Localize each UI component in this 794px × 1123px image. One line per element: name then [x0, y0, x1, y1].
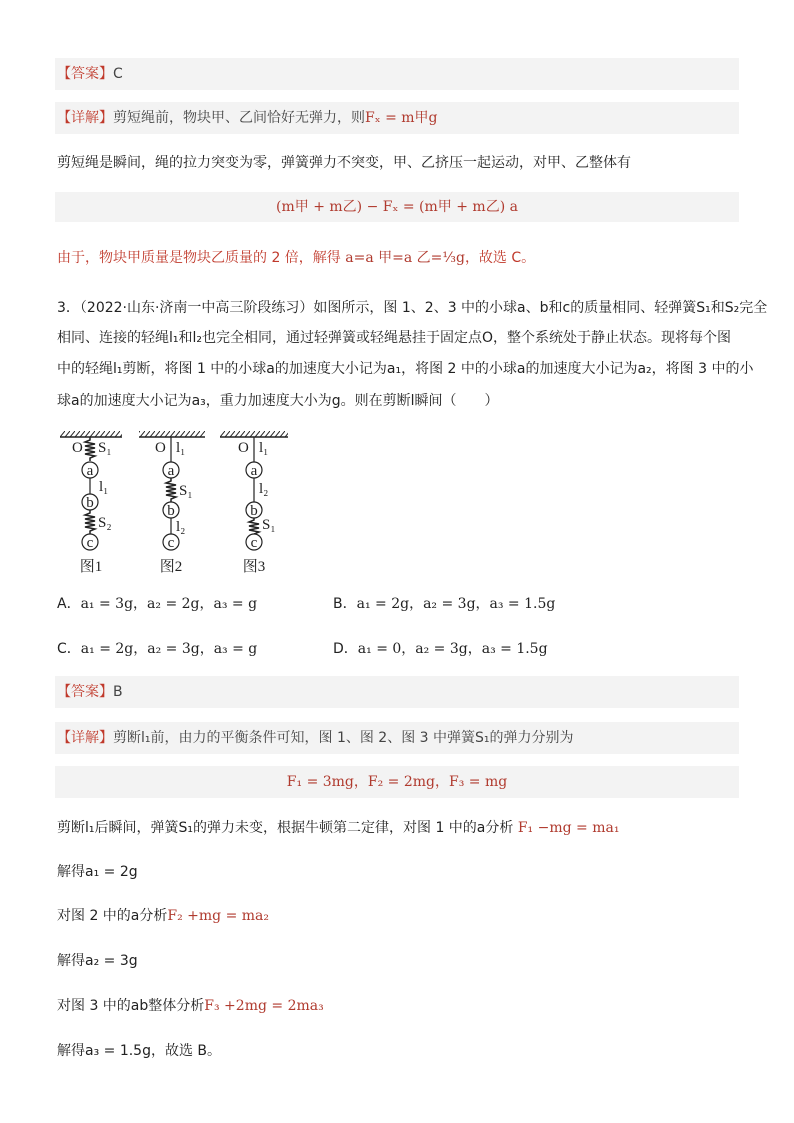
fig3-ball-a-label: a — [250, 463, 258, 479]
fig3-label-2: l₂ — [259, 481, 269, 497]
q2-detail-text: 剪短绳前，物块甲、乙间恰好无弹力，则 — [113, 110, 365, 126]
option-d[interactable] — [333, 639, 548, 659]
ceiling-2 — [139, 431, 205, 437]
q2-line2: 剪短绳是瞬间，绳的拉力突变为零，弹簧弹力不突变，甲、乙挤压一起运动，对甲、乙整体有 — [57, 155, 631, 171]
fig3-ball-b-label: b — [250, 503, 258, 519]
fig1-label-3: S₂ — [98, 515, 112, 531]
fig1-ball-a-label: a — [86, 463, 94, 479]
fig2-ball-c-label: c — [167, 535, 175, 551]
q3-detail-text: 剪断l₁前，由力的平衡条件可知，图 1、图 2、图 3 中弹簧S₁的弹力分别为 — [113, 730, 574, 746]
figure-1 — [60, 431, 122, 575]
fig2-label-1: l₁ — [176, 440, 186, 456]
q3-detail-tag: 【详解】 — [57, 730, 113, 746]
fig2-ball-b-label: b — [167, 503, 175, 519]
ceiling-3 — [220, 431, 288, 437]
option-b-text: a₁ = 2g，a₂ = 3g，a₃ = 1.5g — [356, 596, 556, 612]
option-d-letter: D． — [333, 641, 358, 657]
q2-detail-line — [57, 108, 438, 128]
fig3-spring-s1 — [249, 518, 259, 534]
q3-step1-text: 剪断l₁后瞬间，弹簧S₁的弹力未变，根据牛顿第二定律，对图 1 中的a分析 — [57, 820, 518, 836]
q3-sol2: 解得a₂ = 3g — [57, 953, 138, 969]
q3-answer-value: B — [113, 684, 123, 700]
fig2-ball-a-label: a — [167, 463, 175, 479]
q2-answer-line — [57, 64, 123, 84]
fig3-caption: 图3 — [242, 559, 266, 575]
q3-forces-eq: F₁ = 3mg，F₂ = 2mg，F₃ = mg — [286, 774, 508, 790]
option-b-letter: B． — [333, 596, 357, 612]
option-c-letter: C． — [57, 641, 81, 657]
fig1-spring-s1 — [85, 437, 95, 461]
q3-detail-line — [57, 728, 574, 748]
q3-figures — [55, 425, 315, 585]
q2-conclusion-formula: a=a 甲=a 乙=⅓g — [345, 250, 465, 266]
q3-step2 — [57, 906, 269, 926]
q3-stem-line1: 3．（2022·山东·济南一中高三阶段练习）如图所示，图 1、2、3 中的小球a、b和c的质量相同、轻弹簧S₁和S₂完全 — [57, 300, 768, 316]
option-c[interactable] — [57, 639, 257, 659]
option-a[interactable] — [57, 594, 257, 614]
fig2-O: O — [155, 440, 166, 456]
fig1-caption: 图1 — [79, 559, 103, 575]
q3-stem-line2: 相同、连接的轻绳l₁和l₂也完全相同，通过轻弹簧或轻绳悬挂于固定点O，整个系统处于静止状态。现将每个图 — [57, 330, 732, 346]
fig1-label-2: l₁ — [99, 479, 109, 495]
ceiling-1 — [60, 431, 122, 437]
fig2-spring-s1 — [166, 478, 176, 502]
figure-3 — [220, 431, 288, 575]
q3-answer-band — [55, 676, 739, 708]
q3-step3-text: 对图 3 中的ab整体分析 — [57, 998, 205, 1014]
q3-sol1: 解得a₁ = 2g — [57, 864, 138, 880]
q2-conclusion-suffix: ，故选 C。 — [464, 250, 536, 266]
option-d-text: a₁ = 0，a₂ = 3g，a₃ = 1.5g — [357, 641, 548, 657]
fig3-label-3: S₁ — [262, 517, 276, 533]
q3-step3 — [57, 996, 324, 1016]
q3-step1 — [57, 818, 619, 838]
fig1-ball-c-label: c — [86, 535, 94, 551]
figure-2 — [139, 431, 205, 575]
fig3-label-1: l₁ — [259, 440, 269, 456]
fig3-O: O — [238, 440, 249, 456]
option-a-letter: A． — [57, 596, 81, 612]
q3-step2-formula: F₂ +mg = ma₂ — [167, 908, 269, 924]
q2-detail-formula: Fₓ = m甲g — [365, 110, 438, 126]
q3-answer-line — [57, 682, 123, 702]
option-c-text: a₁ = 2g，a₂ = 3g，a₃ = g — [80, 641, 258, 657]
fig1-label-1: S₁ — [98, 440, 112, 456]
fig1-spring-s2 — [85, 510, 95, 534]
q3-step2-text: 对图 2 中的a分析 — [57, 908, 168, 924]
q2-answer-value: C — [113, 66, 123, 82]
q2-answer-tag: 【答案】 — [57, 66, 113, 82]
q3-step1-formula: F₁ −mg = ma₁ — [517, 820, 620, 836]
q2-conclusion — [57, 248, 535, 268]
option-a-text: a₁ = 3g，a₂ = 2g，a₃ = g — [80, 596, 258, 612]
fig1-ball-b-label: b — [86, 495, 94, 511]
q3-stem-line3: 中的轻绳l₁剪断，将图 1 中的小球a的加速度大小记为a₁，将图 2 中的小球a的加速度大小记为a₂，将图 3 中的小 — [57, 361, 754, 377]
q3-sol3: 解得a₃ = 1.5g，故选 B。 — [57, 1043, 222, 1059]
fig2-caption: 图2 — [159, 559, 183, 575]
fig2-label-2: S₁ — [179, 483, 193, 499]
option-b[interactable] — [333, 594, 555, 614]
fig3-ball-c-label: c — [250, 535, 258, 551]
q2-conclusion-prefix: 由于，物块甲质量是物块乙质量的 2 倍，解得 — [57, 250, 346, 266]
q2-answer-band — [55, 58, 739, 90]
q3-step3-formula: F₃ +2mg = 2ma₃ — [204, 998, 324, 1014]
fig2-label-3: l₂ — [176, 519, 186, 535]
q3-answer-tag: 【答案】 — [57, 684, 113, 700]
fig1-O: O — [72, 440, 83, 456]
q2-detail-tag: 【详解】 — [57, 110, 113, 126]
q2-equation: (m甲 + m乙) − Fₓ = (m甲 + m乙) a — [276, 199, 518, 215]
q3-stem-line4: 球a的加速度大小记为a₃，重力加速度大小为g。则在剪断l瞬间（ ） — [57, 393, 499, 409]
